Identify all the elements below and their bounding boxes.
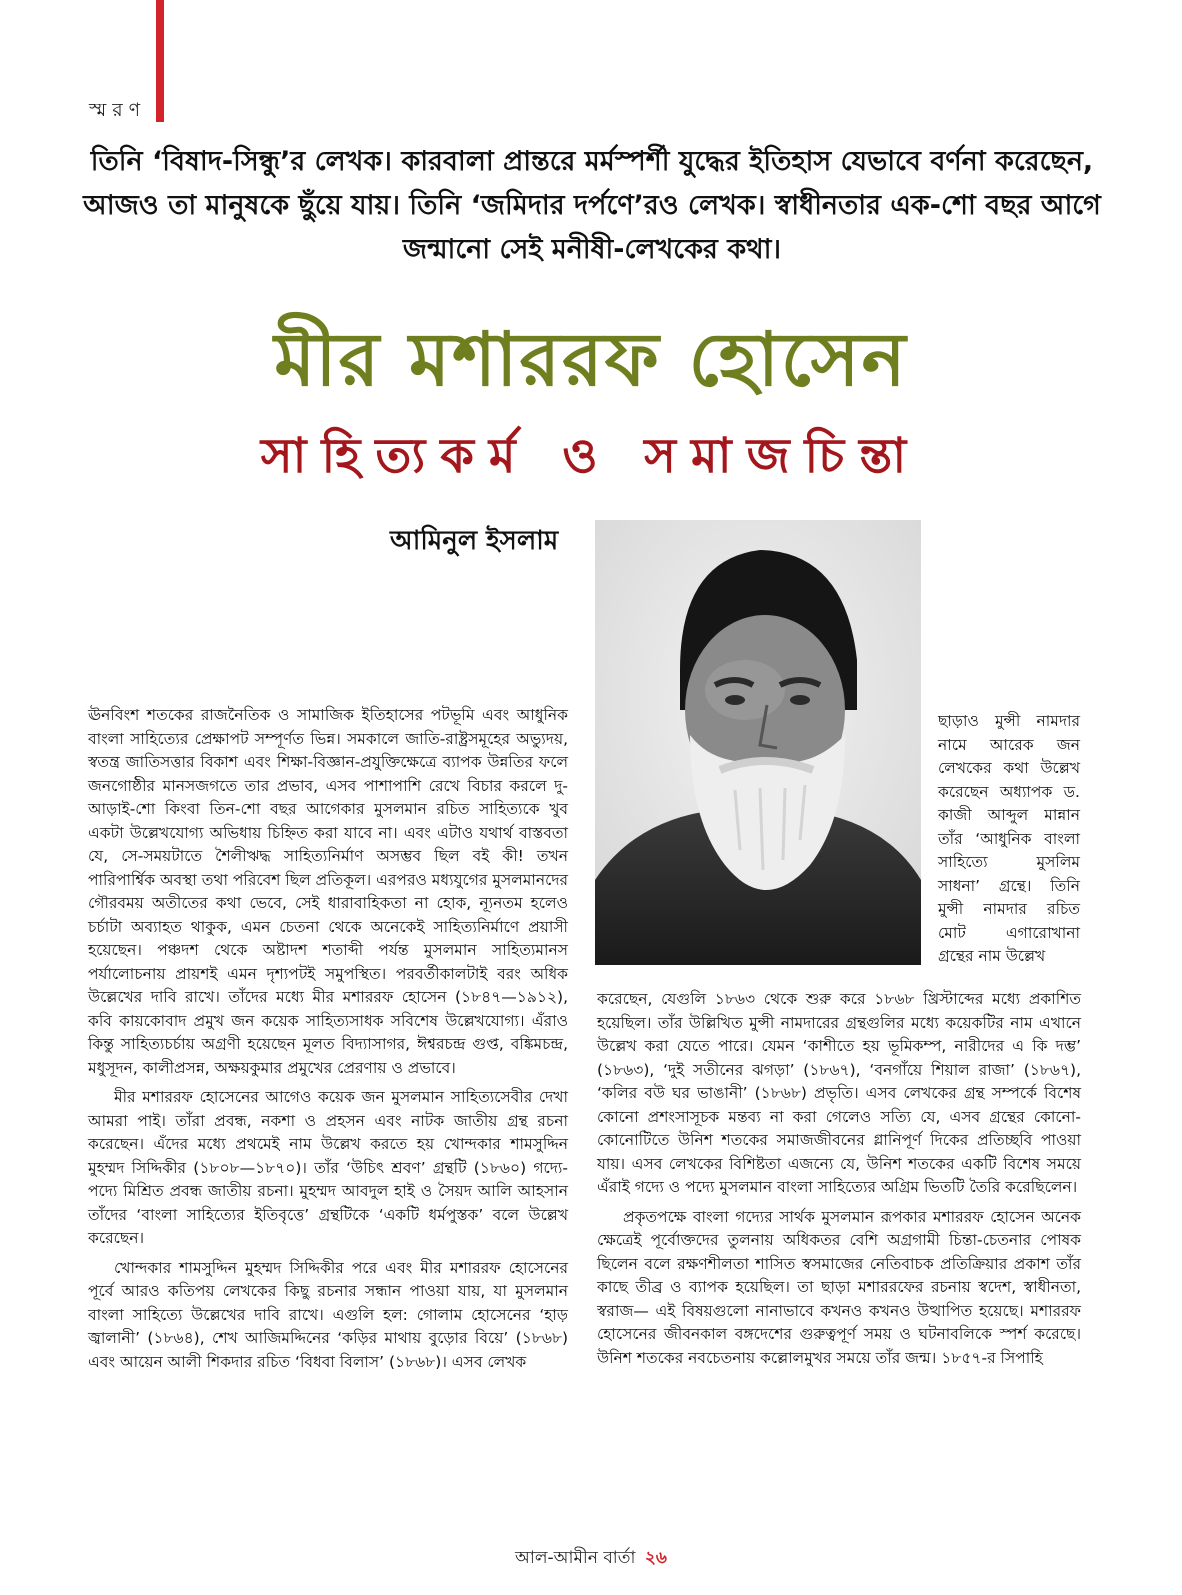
paragraph: খোন্দকার শামসুদ্দিন মুহম্মদ সিদ্দিকীর পরে এবং মীর মশাররফ হোসেনের পূর্বে আরও কতিপয় লেখকের কিছু রচনার সন্ধান পাওয়া যায়, যা মুসলমান বাংলা সাহিত্যে উল্লেখের দাবি রাখে। এগুলি হল: গোলাম হোসেনের ‘হাড় জ্বালানী’ (১৮৬৪), শেখ আজিমদ্দিনের ‘কড়ির মাথায় বুড়োর বিয়ে’ (১৮৬৮) এবং আয়েন আলী শিকদার রচিত ‘বিধবা বিলাস’ (১৮৬৮)। এসব লেখক — [88, 1258, 568, 1371]
article-title: মীর মশাররফ হোসেন — [274, 317, 908, 403]
section-label: স্মরণ — [89, 99, 147, 121]
paragraph: ঊনবিংশ শতকের রাজনৈতিক ও সামাজিক ইতিহাসের পটভূমি এবং আধুনিক বাংলা সাহিত্যের প্রেক্ষাপট সম্পূর্ণত ভিন্ন। সমকালে জাতি-রাষ্ট্রসমূহের অভ্যুদয়, স্বতন্ত্র জাতিসত্তার বিকাশ এবং শিক্ষা-বিজ্ঞান-প্রযুক্তিক্ষেত্রে ব্যাপক উন্নতির ফলে জনগোষ্ঠীর মানসজগতে তার প্রভাব, এসব পাশাপাশি রেখে বিচার করলে দু-আড়াই-শো কিংবা তিন-শো বছর আগেকার মুসলমান রচিত সাহিত্যকে খুব একটা উল্লেখযোগ্য অভিধায় চিহ্নিত করা যাবে না। এবং এটাও যথার্থ বাস্তবতা যে, সে-সময়টাতে শৈলীঋদ্ধ সাহিত্যনির্মাণ অসম্ভব ছিল বই কী! তখন পারিপার্শ্বিক অবস্থা তথা পরিবেশ ছিল প্রতিকূল। এরপরও মধ্যযুগের মুসলমানদের গৌরবময় অতীতের কথা ভেবে, সেই ধারাবাহিকতা না হোক, ন্যূনতম হলেও চর্চাটা অব্যাহত থাকুক, এমন চেতনা থেকে অনেকেই সাহিত্যনির্মাণে প্রয়াসী হয়েছেন। পঞ্চদশ থেকে অষ্টাদশ শতাব্দী পর্যন্ত মুসলমান সাহিত্যমানস পর্যালোচনায় প্রায়শই এমন দৃশ্যপটই সমুপস্থিত। পরবর্তীকালটাই বরং অধিক উল্লেখের দাবি রাখে। তাঁদের মধ্যে মীর মশাররফ হোসেন (১৮৪৭—১৯১২), কবি কায়কোবাদ প্রমুখ জন কয়েক সাহিত্যসাধক সবিশেষ উল্লেখযোগ্য। এঁরাও কিন্তু সাহিত্যচর্চায় অগ্রণী হয়েছেন মূলত বিদ্যাসাগর, ঈশ্বরচন্দ্র গুপ্ত, বঙ্কিমচন্দ্র, মধুসূদন, কালীপ্রসন্ন, অক্ষয়কুমার প্রমুখের প্রেরণায় ও প্রভাবে। — [88, 706, 569, 1077]
article-column-right — [597, 988, 1081, 1370]
article-column-right-top — [938, 710, 1080, 969]
paragraph: ছাড়াও মুন্সী নামদার নামে আরেক জন লেখকের কথা উল্লেখ করেছেন অধ্যাপক ড. কাজী আব্দুল মান্নান তাঁর ‘আধুনিক বাংলা সাহিত্যে মুসলিম সাধনা’ গ্রন্থে। তিনি মুন্সী নামদার রচিত মোট এগারোখানা গ্রন্থের নাম উল্লেখ — [938, 712, 1080, 965]
paragraph: প্রকৃতপক্ষে বাংলা গদ্যের সার্থক মুসলমান রূপকার মশাররফ হোসেন অনেক ক্ষেত্রেই পূর্বোক্তদের তুলনায় অধিকতর বেশি অগ্রগামী চিন্তা-চেতনার পোষক ছিলেন বলে রক্ষণশীলতা শাসিত স্বসমাজের নেতিবাচক প্রতিক্রিয়ার প্রকাশ তাঁর কাছে তীব্র ও ব্যাপক হয়েছিল। তা ছাড়া মশাররফের রচনায় স্বদেশ, স্বাধীনতা, স্বরাজ— এই বিষয়গুলো নানাভাবে কখনও কখনও উত্থাপিত হয়েছে। মশাররফ হোসেনের জীবনকাল বঙ্গদেশের গুরুত্বপূর্ণ সময় ও ঘটনাবলিকে স্পর্শ করেছে। উনিশ শতকের নবচেতনায় কল্লোলমুখর সময়ে তাঁর জন্ম। ১৮৫৭-র সিপাহি — [597, 1207, 1081, 1367]
article-subtitle: সাহিত্যকর্ম ও সমাজচিন্তা — [260, 428, 922, 484]
publication-name: আল-আমীন বার্তা — [515, 1548, 636, 1568]
portrait-photo — [595, 520, 921, 965]
paragraph: করেছেন, যেগুলি ১৮৬৩ থেকে শুরু করে ১৮৬৮ খ্রিস্টাব্দের মধ্যে প্রকাশিত হয়েছিল। তাঁর উল্লিখিত মুন্সী নামদারের গ্রন্থগুলির মধ্যে কয়েকটির নাম এখানে উল্লেখ করা যেতে পারে। যেমন ‘কাশীতে হয় ভূমিকম্প, নারীদের এ কি দম্ভ’ (১৮৬৩), ‘দুই সতীনের ঝগড়া’ (১৮৬৭), ‘বনগাঁয়ে শিয়াল রাজা’ (১৮৬৭), ‘কলির বউ ঘর ভাঙানী’ (১৮৬৮) প্রভৃতি। এসব লেখকের গ্রন্থ সম্পর্কে বিশেষ কোনো প্রশংসাসূচক মন্তব্য না করা গেলেও সত্যি যে, এসব গ্রন্থের কোনো-কোনোটিতে উনিশ শতকের সমাজজীবনের গ্লানিপূর্ণ দিকের প্রতিচ্ছবি পাওয়া যায়। এসব লেখকের বিশিষ্টতা এজন্যে যে, উনিশ শতকের একটি বিশেষ সময়ে এঁরাই গদ্যে ও পদ্যে মুসলমান বাংলা সাহিত্যের অগ্রিম ভিতটি তৈরি করেছিলেন। — [597, 990, 1081, 1196]
section-accent-bar — [156, 0, 164, 122]
paragraph: মীর মশাররফ হোসেনের আগেও কয়েক জন মুসলমান সাহিত্যসেবীর দেখা আমরা পাই। তাঁরা প্রবন্ধ, নকশা ও প্রহসন এবং নাটক জাতীয় গ্রন্থ রচনা করেছেন। এঁদের মধ্যে প্রথমেই নাম উল্লেখ করতে হয় খোন্দকার শামসুদ্দিন মুহম্মদ সিদ্দিকীর (১৮০৮—১৮৭০)। তাঁর ‘উচিৎ শ্রবণ’ গ্রন্থটি (১৮৬০) গদ্যে-পদ্যে মিশ্রিত প্রবন্ধ জাতীয় রচনা। মুহম্মদ আবদুল হাই ও সৈয়দ আলি আহসান তাঁদের ‘বাংলা সাহিত্যের ইতিবৃত্তে’ গ্রন্থটিকে ‘একটি ধর্মপুস্তক’ বলে উল্লেখ করেছেন। — [88, 1088, 568, 1247]
author-byline: আমিনুল ইসলাম — [390, 526, 559, 556]
page-number: ২৬ — [644, 1548, 667, 1568]
page-footer — [0, 1545, 1182, 1573]
article-column-left — [88, 704, 568, 1374]
intro-blurb: তিনি ‘বিষাদ-সিন্ধু’র লেখক। কারবালা প্রান্তরে মর্মস্পর্শী যুদ্ধের ইতিহাস যেভাবে বর্ণনা করেছেন, আজও তা মানুষকে ছুঁয়ে যায়। তিনি ‘জমিদার দর্পণে’রও লেখক। স্বাধীনতার এক-শো বছর আগে জন্মানো সেই মনীষী-লেখকের কথা। — [83, 146, 1101, 265]
